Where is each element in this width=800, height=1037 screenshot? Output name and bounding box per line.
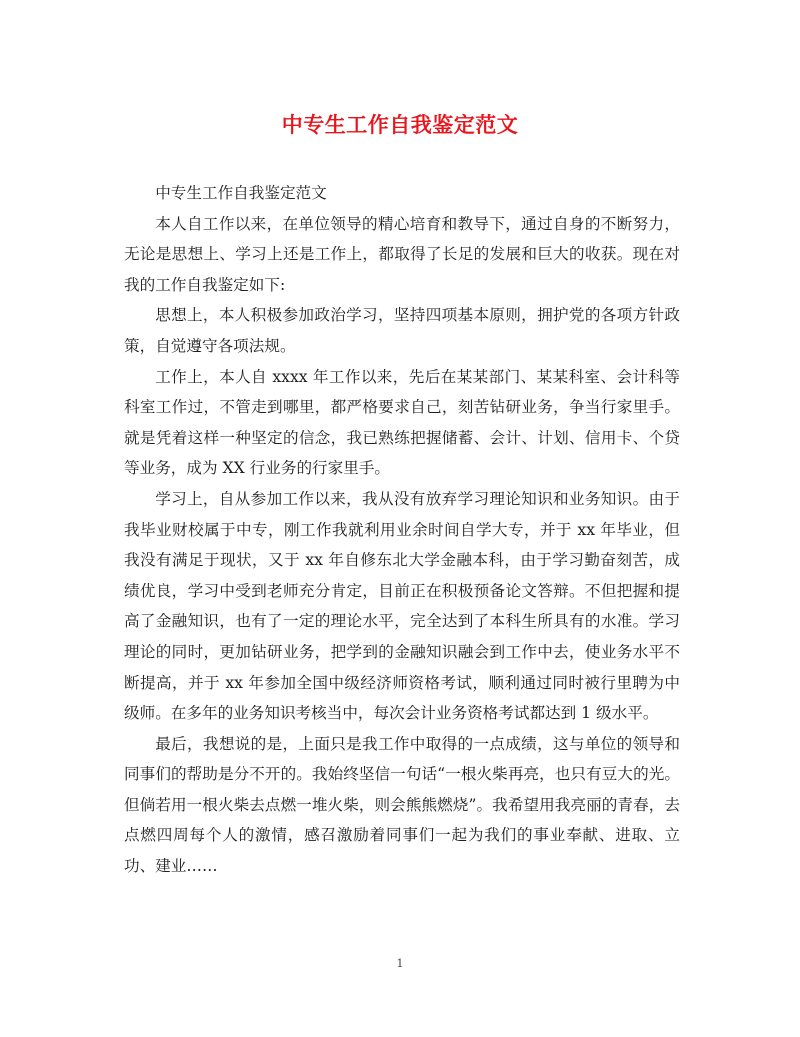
- paragraph-conclusion: 最后，我想说的是，上面只是我工作中取得的一点成绩，这与单位的领导和同事们的帮助是分不开的。我始终坚信一句话“一根火柴再亮，也只有豆大的光。但倘若用一根火柴去点燃一堆火柴，则会熊熊燃烧”。我希望用我亮丽的青春，去点燃四周每个人的激情，感召激励着同事们一起为我们的事业奉献、进取、立功、建业……: [124, 734, 680, 876]
- document-title: 中专生工作自我鉴定范文: [281, 113, 519, 137]
- page-number: 1: [396, 957, 404, 970]
- document-body: [124, 178, 680, 882]
- paragraph-study: 学习上，自从参加工作以来，我从没有放弃学习理论知识和业务知识。由于我毕业财校属于中专，刚工作我就利用业余时间自学大专，并于 xx 年毕业，但我没有满足于现状，又于 xx 年自修东北大学金融本科，由于学习勤奋刻苦，成绩优良，学习中受到老师充分肯定，目前正在积极预备论文答辩。不但把握和提高了金融知识，也有了一定的理论水平，完全达到了本科生所具有的水准。学习理论的同时，更加钻研业务，把学到的金融知识融会到工作中去，使业务水平不断提高，并于 xx 年参加全国中级经济师资格考试，顺利通过同时被行里聘为中级师。在多年的业务知识考核当中，每次会计业务资格考试都达到 1 级水平。: [124, 489, 680, 723]
- paragraph-subtitle: 中专生工作自我鉴定范文: [155, 184, 327, 202]
- paragraph-intro: 本人自工作以来，在单位领导的精心培育和教导下，通过自身的不断努力，无论是思想上、学习上还是工作上，都取得了长足的发展和巨大的收获。现在对我的工作自我鉴定如下:: [124, 214, 680, 294]
- paragraph-ideology: 思想上，本人积极参加政治学习，坚持四项基本原则，拥护党的各项方针政策，自觉遵守各项法规。: [124, 306, 680, 355]
- paragraph-work: 工作上，本人自 xxxx 年工作以来，先后在某某部门、某某科室、会计科等科室工作过，不管走到哪里，都严格要求自己，刻苦钻研业务，争当行家里手。就是凭着这样一种坚定的信念，我已熟练把握储蓄、会计、计划、信用卡、个贷等业务，成为 XX 行业务的行家里手。: [124, 367, 680, 478]
